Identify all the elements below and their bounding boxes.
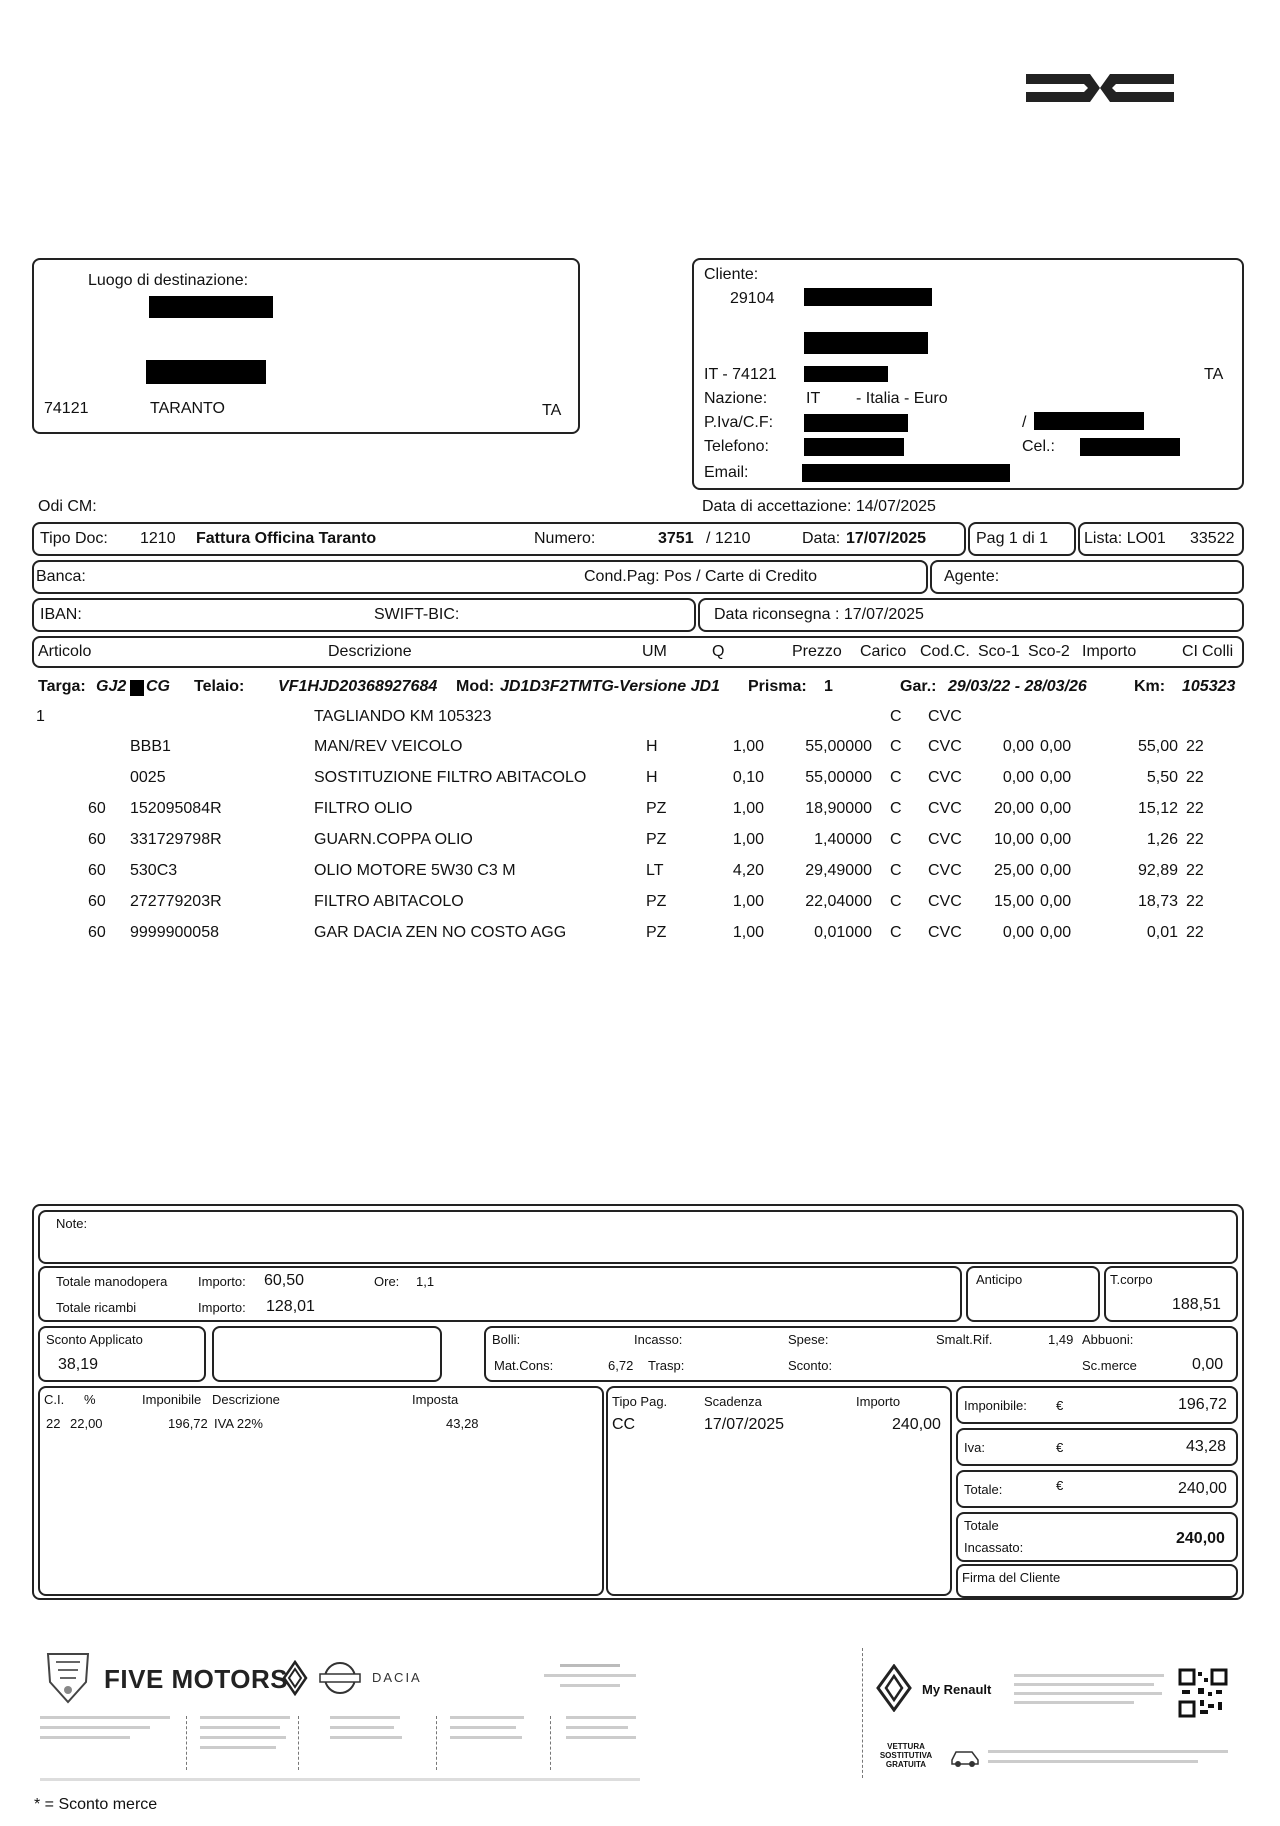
banca-box	[32, 560, 928, 594]
line-desc: MAN/REV VEICOLO	[314, 738, 463, 755]
gar-label: Gar.:	[900, 678, 937, 695]
redacted-block	[804, 414, 908, 432]
bolli-label: Bolli:	[492, 1332, 521, 1347]
line-code: BBB1	[130, 738, 171, 755]
smalt-value: 1,49	[1048, 1332, 1074, 1347]
line-ci: 22	[1186, 831, 1204, 848]
line-importo: 5,50	[1146, 769, 1178, 786]
five-motors-wordmark: FIVE MOTORS	[104, 1664, 289, 1694]
line-code: 331729798R	[130, 831, 222, 848]
line-prezzo: 18,90000	[805, 800, 872, 817]
mod-value: JD1D3F2TMTG-Versione JD1	[500, 678, 720, 695]
group-num: 1	[36, 708, 45, 725]
line-sco2: 0,00	[1040, 738, 1072, 755]
vat-col-descrizione: Descrizione	[212, 1392, 280, 1407]
line-ci: 22	[1186, 924, 1204, 941]
line-q: 1,00	[732, 924, 764, 941]
destination-city: TARANTO	[150, 400, 225, 417]
tot-mano-imp-label: Importo:	[198, 1274, 246, 1289]
line-carico: C	[890, 831, 902, 848]
client-cap: IT - 74121	[704, 366, 777, 383]
trasp-label: Trasp:	[648, 1358, 685, 1373]
odi-cm-label: Odi CM:	[38, 498, 97, 515]
line-desc: SOSTITUZIONE FILTRO ABITACOLO	[314, 769, 587, 786]
line-code: 0025	[130, 769, 166, 786]
incassato-label-1: Totale	[964, 1518, 999, 1533]
line-code: 152095084R	[130, 800, 222, 817]
tcorpo-box	[1104, 1266, 1238, 1322]
line-um: H	[646, 769, 658, 786]
vettura-text-block	[988, 1750, 1228, 1770]
line-desc: GUARN.COPPA OLIO	[314, 831, 473, 848]
vat-col-perc: %	[84, 1392, 96, 1407]
smalt-label: Smalt.Rif.	[936, 1332, 993, 1347]
qr-code-icon	[1178, 1668, 1228, 1718]
line-carico: C	[890, 924, 902, 941]
myrenault-label: My Renault	[922, 1682, 992, 1697]
tipo-doc-label: Tipo Doc:	[40, 530, 108, 547]
line-sco1: 20,00	[993, 800, 1034, 817]
payment-box	[606, 1386, 952, 1596]
line-um: H	[646, 738, 658, 755]
website-block	[540, 1664, 640, 1694]
car-icon	[950, 1746, 980, 1768]
line-carico: C	[890, 800, 902, 817]
line-cod: CVC	[928, 862, 962, 879]
sconto-box	[38, 1326, 206, 1382]
col-sco2: Sco-2	[1028, 643, 1070, 660]
line-carico: C	[890, 862, 902, 879]
agente-box	[930, 560, 1244, 594]
line-q: 1,00	[732, 800, 764, 817]
redacted-block	[1034, 412, 1144, 430]
myrenault-text-block	[1014, 1674, 1164, 1714]
abbuoni-label: Abbuoni:	[1082, 1332, 1134, 1347]
line-cod: CVC	[928, 769, 962, 786]
line-pre: 60	[88, 924, 106, 941]
line-prezzo: 22,04000	[805, 893, 872, 910]
line-um: LT	[646, 862, 664, 879]
redacted-block	[804, 332, 928, 354]
line-cod: CVC	[928, 738, 962, 755]
vat-col-imponibile: Imponibile	[142, 1392, 202, 1407]
iva-value: 43,28	[1186, 1438, 1227, 1455]
line-sco2: 0,00	[1040, 769, 1072, 786]
line-importo: 92,89	[1137, 862, 1178, 879]
tot-mano-value: 60,50	[264, 1272, 305, 1289]
vat-desc: IVA 22%	[214, 1416, 263, 1431]
col-carico: Carico	[860, 643, 907, 660]
line-item-row	[0, 831, 1280, 853]
col-importo: Importo	[1082, 643, 1137, 660]
riconsegna-date: Data riconsegna : 17/07/2025	[714, 606, 924, 623]
col-um: UM	[642, 643, 667, 660]
vat-col-ci: C.I.	[44, 1392, 65, 1407]
targa-suffix: CG	[146, 678, 170, 695]
totale-label: Totale:	[964, 1482, 1003, 1497]
destination-cap: 74121	[44, 400, 89, 417]
iban-box	[32, 598, 696, 632]
piva-separator: /	[1022, 414, 1027, 431]
line-q: 0,10	[732, 769, 764, 786]
nation-text: - Italia - Euro	[856, 390, 948, 407]
line-cod: CVC	[928, 831, 962, 848]
tcorpo-value: 188,51	[1172, 1296, 1221, 1313]
ore-value: 1,1	[416, 1274, 435, 1289]
nissan-logo-icon	[318, 1660, 362, 1696]
redacted-block	[804, 438, 904, 456]
targa-label: Targa:	[38, 678, 86, 695]
line-sco2: 0,00	[1040, 831, 1072, 848]
redacted-block	[804, 366, 888, 382]
line-um: PZ	[646, 924, 667, 941]
tipo-doc-code: 1210	[140, 530, 176, 547]
ore-label: Ore:	[374, 1274, 400, 1289]
tot-mano-label: Totale manodopera	[56, 1274, 168, 1289]
vat-imponibile: 196,72	[168, 1416, 208, 1431]
client-label: Cliente:	[704, 266, 759, 283]
sconto-value: 38,19	[58, 1356, 99, 1373]
prisma-value: 1	[824, 678, 833, 695]
group-line	[0, 708, 1280, 730]
line-sco1: 25,00	[993, 862, 1034, 879]
line-sco2: 0,00	[1040, 924, 1072, 941]
line-prezzo: 55,00000	[805, 769, 872, 786]
brand-divider	[862, 1648, 863, 1778]
data-label: Data:	[802, 530, 841, 547]
line-pre: 60	[88, 862, 106, 879]
redacted-block	[146, 360, 266, 384]
targa-value: GJ2	[96, 678, 127, 695]
line-prezzo: 1,40000	[814, 831, 872, 848]
line-code: 9999900058	[130, 924, 219, 941]
anticipo-label: Anticipo	[976, 1272, 1023, 1287]
pay-col-importo: Importo	[856, 1394, 901, 1409]
km-value: 105323	[1182, 678, 1236, 695]
redacted-block	[1080, 438, 1180, 456]
line-importo: 0,01	[1146, 924, 1178, 941]
matcons-value: 6,72	[608, 1358, 634, 1373]
incassato-box	[956, 1512, 1238, 1562]
incassato-label-2: Incassato:	[964, 1540, 1024, 1555]
redacted-block	[804, 288, 932, 306]
page-box	[968, 522, 1076, 556]
tipo-doc-name: Fattura Officina Taranto	[196, 530, 377, 547]
tot-ric-label: Totale ricambi	[56, 1300, 137, 1315]
client-prov: TA	[1204, 366, 1224, 383]
line-ci: 22	[1186, 862, 1204, 879]
vat-imposta: 43,28	[446, 1416, 479, 1431]
sconto-label: Sconto Applicato	[46, 1332, 143, 1347]
line-um: PZ	[646, 893, 667, 910]
line-um: PZ	[646, 800, 667, 817]
vat-ci: 22	[46, 1416, 61, 1431]
nation-label: Nazione:	[704, 390, 768, 407]
numero-value: 3751	[658, 530, 694, 547]
incasso-label: Incasso:	[634, 1332, 683, 1347]
pay-col-scadenza: Scadenza	[704, 1394, 762, 1409]
imponibile-value: 196,72	[1178, 1396, 1227, 1413]
cond-pag: Cond.Pag: Pos / Carte di Credito	[584, 568, 818, 585]
euro-sign: €	[1056, 1478, 1064, 1493]
line-importo: 15,12	[1137, 800, 1178, 817]
totale-box	[956, 1470, 1238, 1508]
euro-sign: €	[1056, 1398, 1064, 1413]
line-prezzo: 55,00000	[805, 738, 872, 755]
destination-box	[32, 258, 580, 434]
scmerce-value: 0,00	[1192, 1356, 1224, 1373]
blank-box	[212, 1326, 442, 1382]
iva-box	[956, 1428, 1238, 1466]
imponibile-label: Imponibile:	[964, 1398, 1027, 1413]
banca-label: Banca:	[36, 568, 86, 585]
line-desc: FILTRO OLIO	[314, 800, 413, 817]
matcons-label: Mat.Cons:	[494, 1358, 554, 1373]
vehicle-line	[38, 678, 1248, 700]
numero-suffix: / 1210	[706, 530, 751, 547]
col-q: Q	[712, 643, 725, 660]
vettura-sostitutiva-label: VETTURA SOSTITUTIVA GRATUITA	[879, 1742, 933, 1769]
renault-logo-icon	[282, 1660, 308, 1696]
line-item-row	[0, 893, 1280, 915]
redacted-block	[149, 296, 273, 318]
line-cod: CVC	[928, 800, 962, 817]
col-ci: CI	[1182, 643, 1198, 660]
line-q: 1,00	[732, 738, 764, 755]
line-ci: 22	[1186, 738, 1204, 755]
five-motors-crest-icon	[40, 1648, 96, 1708]
line-item-row	[0, 924, 1280, 946]
line-code: 530C3	[130, 862, 178, 879]
notes-label: Note:	[56, 1216, 88, 1231]
redacted-block	[130, 680, 144, 696]
redacted-block	[802, 464, 1010, 482]
group-cod: CVC	[928, 708, 962, 725]
line-carico: C	[890, 769, 902, 786]
page-indicator: Pag 1 di 1	[976, 530, 1049, 547]
line-importo: 55,00	[1137, 738, 1178, 755]
telaio-label: Telaio:	[194, 678, 245, 695]
imponibile-box	[956, 1386, 1238, 1424]
nation-code: IT	[806, 390, 821, 407]
lista-value: 33522	[1190, 530, 1235, 547]
line-pre: 60	[88, 831, 106, 848]
col-descrizione: Descrizione	[328, 643, 412, 660]
dacia-wordmark: DACIA	[372, 1670, 422, 1685]
line-pre: 60	[88, 893, 106, 910]
tot-ric-value: 128,01	[266, 1298, 315, 1315]
line-item-row	[0, 738, 1280, 760]
iban-label: IBAN:	[40, 606, 82, 623]
incassato-value: 240,00	[1176, 1530, 1225, 1547]
vat-col-imposta: Imposta	[412, 1392, 459, 1407]
line-cod: CVC	[928, 924, 962, 941]
line-items	[0, 738, 1280, 958]
line-sco2: 0,00	[1040, 893, 1072, 910]
line-importo: 1,26	[1146, 831, 1178, 848]
telaio-value: VF1HJD20368927684	[278, 678, 438, 695]
firma-box	[956, 1564, 1238, 1598]
numero-label: Numero:	[534, 530, 596, 547]
firma-label: Firma del Cliente	[962, 1570, 1061, 1585]
line-pre: 60	[88, 800, 106, 817]
destination-label: Luogo di destinazione:	[88, 272, 249, 289]
vat-box	[38, 1386, 604, 1596]
group-desc: TAGLIANDO KM 105323	[314, 708, 492, 725]
totals-labour-box	[38, 1266, 962, 1322]
line-sco1: 0,00	[1002, 924, 1034, 941]
riconsegna-box	[698, 598, 1244, 632]
col-sco1: Sco-1	[978, 643, 1020, 660]
line-desc: OLIO MOTORE 5W30 C3 M	[314, 862, 516, 879]
totale-value: 240,00	[1178, 1480, 1227, 1497]
pay-col-tipo: Tipo Pag.	[612, 1394, 668, 1409]
doc-header-box	[32, 522, 966, 556]
line-cod: CVC	[928, 893, 962, 910]
line-prezzo: 29,49000	[805, 862, 872, 879]
line-q: 4,20	[732, 862, 764, 879]
spese-label: Spese:	[788, 1332, 829, 1347]
client-code: 29104	[730, 290, 775, 307]
scmerce-label: Sc.merce	[1082, 1358, 1137, 1373]
line-sco1: 0,00	[1002, 769, 1034, 786]
pay-importo: 240,00	[892, 1416, 941, 1433]
iva-label: Iva:	[964, 1440, 985, 1455]
km-label: Km:	[1134, 678, 1166, 695]
line-sco1: 10,00	[993, 831, 1034, 848]
client-box	[692, 258, 1244, 490]
group-carico: C	[890, 708, 902, 725]
euro-sign: €	[1056, 1440, 1064, 1455]
col-prezzo: Prezzo	[792, 643, 842, 660]
email-label: Email:	[704, 464, 749, 481]
line-ci: 22	[1186, 769, 1204, 786]
line-sco2: 0,00	[1040, 800, 1072, 817]
sconto-merce-note: * = Sconto merce	[34, 1796, 158, 1813]
line-desc: GAR DACIA ZEN NO COSTO AGG	[314, 924, 567, 941]
gar-value: 29/03/22 - 28/03/26	[948, 678, 1087, 695]
line-carico: C	[890, 893, 902, 910]
line-sco2: 0,00	[1040, 862, 1072, 879]
agente-label: Agente:	[944, 568, 1000, 585]
mod-label: Mod:	[456, 678, 495, 695]
line-item-row	[0, 862, 1280, 884]
line-item-row	[0, 769, 1280, 791]
sconto2-label: Sconto:	[788, 1358, 833, 1373]
col-articolo: Articolo	[38, 643, 92, 660]
charges-box	[484, 1326, 1238, 1382]
line-carico: C	[890, 738, 902, 755]
line-ci: 22	[1186, 893, 1204, 910]
line-desc: FILTRO ABITACOLO	[314, 893, 464, 910]
lista-box	[1078, 522, 1244, 556]
acceptance-date: Data di accettazione: 14/07/2025	[702, 498, 936, 515]
col-colli: Colli	[1202, 643, 1234, 660]
line-sco1: 0,00	[1002, 738, 1034, 755]
renault-logo-icon	[876, 1664, 912, 1712]
piva-label: P.Iva/C.F:	[704, 414, 774, 431]
dealer-address-block	[40, 1716, 640, 1786]
tot-ric-imp-label: Importo:	[198, 1300, 246, 1315]
cell-label: Cel.:	[1022, 438, 1055, 455]
pay-tipo: CC	[612, 1416, 636, 1433]
notes-box	[38, 1210, 1238, 1264]
columns-header	[32, 636, 1244, 668]
line-code: 272779203R	[130, 893, 222, 910]
line-q: 1,00	[732, 893, 764, 910]
line-importo: 18,73	[1137, 893, 1178, 910]
anticipo-box	[966, 1266, 1100, 1322]
dacia-logo-icon	[1026, 66, 1174, 110]
destination-prov: TA	[542, 402, 562, 419]
line-item-row	[0, 800, 1280, 822]
pay-scadenza: 17/07/2025	[704, 1416, 785, 1433]
prisma-label: Prisma:	[748, 678, 807, 695]
col-codc: Cod.C.	[920, 643, 970, 660]
line-um: PZ	[646, 831, 667, 848]
phone-label: Telefono:	[704, 438, 769, 455]
line-ci: 22	[1186, 800, 1204, 817]
lista-label: Lista: LO01	[1084, 530, 1166, 547]
line-q: 1,00	[732, 831, 764, 848]
swift-label: SWIFT-BIC:	[374, 606, 460, 623]
line-prezzo: 0,01000	[814, 924, 872, 941]
tcorpo-label: T.corpo	[1110, 1272, 1153, 1287]
data-value: 17/07/2025	[846, 530, 927, 547]
vat-perc: 22,00	[70, 1416, 103, 1431]
line-sco1: 15,00	[993, 893, 1034, 910]
